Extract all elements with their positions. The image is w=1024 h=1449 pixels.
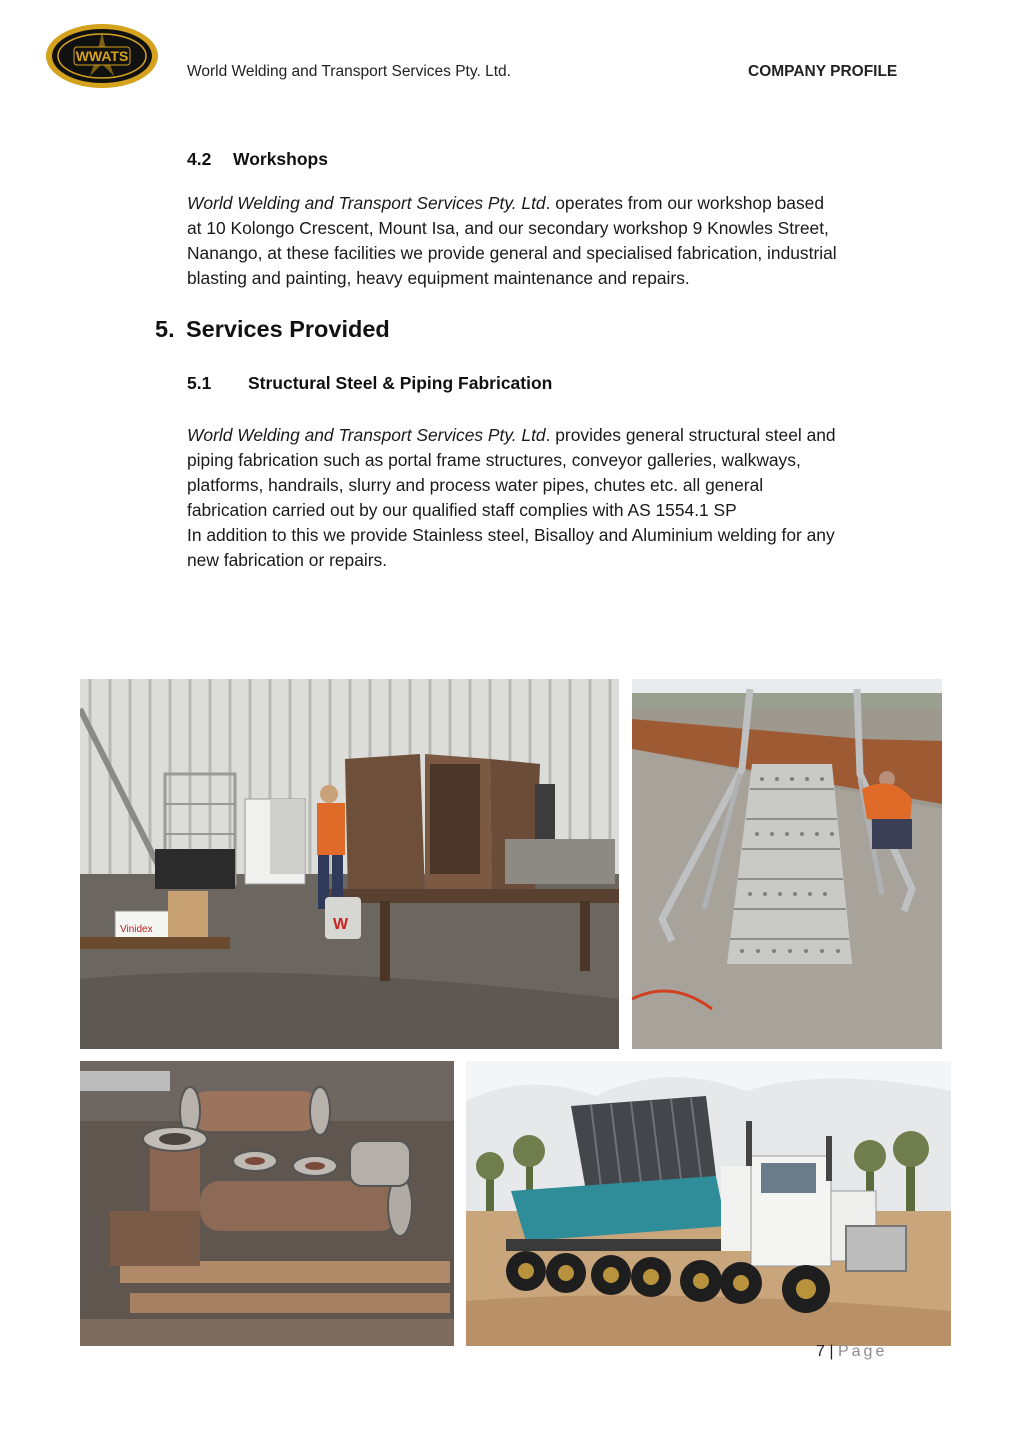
page-number: 7 <box>816 1343 825 1360</box>
paragraph-line: fabrication carried out by our qualified staff complies with AS 1554.1 SP <box>187 500 737 520</box>
workshop-fabrication-photo <box>80 679 619 1049</box>
company-name-italic: World Welding and Transport Services Pty. Ltd <box>187 425 546 445</box>
section-number: 5.1 <box>187 373 212 393</box>
section-5-1-heading <box>187 373 552 394</box>
section-title: Structural Steel & Piping Fabrication <box>248 373 553 393</box>
page-word: Page <box>837 1343 888 1360</box>
paragraph-line: blasting and painting, heavy equipment maintenance and repairs. <box>187 268 690 288</box>
bucket-label: W <box>333 916 349 933</box>
side-tipper-truck-photo <box>466 1061 951 1346</box>
section-5-heading <box>155 316 390 343</box>
structural-steel-paragraph <box>187 423 907 573</box>
section-4-2-heading <box>187 149 328 170</box>
section-number: 4.2 <box>187 149 212 169</box>
paragraph-line: In addition to this we provide Stainless steel, Bisalloy and Aluminium welding for any <box>187 525 835 545</box>
section-title: Workshops <box>233 149 328 169</box>
logo-text: WWATS <box>75 48 129 64</box>
steel-stairway-photo <box>632 679 942 1049</box>
section-number: 5. <box>155 316 175 342</box>
workshops-paragraph <box>187 191 907 291</box>
paragraph-line: piping fabrication such as portal frame structures, conveyor galleries, walkways, <box>187 450 801 470</box>
pipe-spools-photo <box>80 1061 454 1346</box>
paragraph-line: platforms, handrails, slurry and process water pipes, chutes etc. all general <box>187 475 764 495</box>
box-label: Vinidex <box>120 924 153 935</box>
section-title: Services Provided <box>186 316 390 342</box>
paragraph-line: World Welding and Transport Services Pty. Ltd. operates from our workshop based <box>187 193 824 213</box>
header-company-name: World Welding and Transport Services Pty. Ltd. <box>187 63 511 80</box>
paragraph-line: Nanango, at these facilities we provide general and specialised fabrication, industrial <box>187 243 837 263</box>
paragraph-line: new fabrication or repairs. <box>187 550 388 570</box>
paragraph-line: World Welding and Transport Services Pty. Ltd. provides general structural steel and <box>187 425 836 445</box>
paragraph-line: at 10 Kolongo Crescent, Mount Isa, and our secondary workshop 9 Knowles Street, <box>187 218 829 238</box>
footer-separator: | <box>829 1343 834 1360</box>
page-footer <box>816 1343 887 1361</box>
header-document-label: COMPANY PROFILE <box>748 63 898 80</box>
company-name-italic: World Welding and Transport Services Pty. Ltd <box>187 193 546 213</box>
company-logo <box>44 22 160 90</box>
